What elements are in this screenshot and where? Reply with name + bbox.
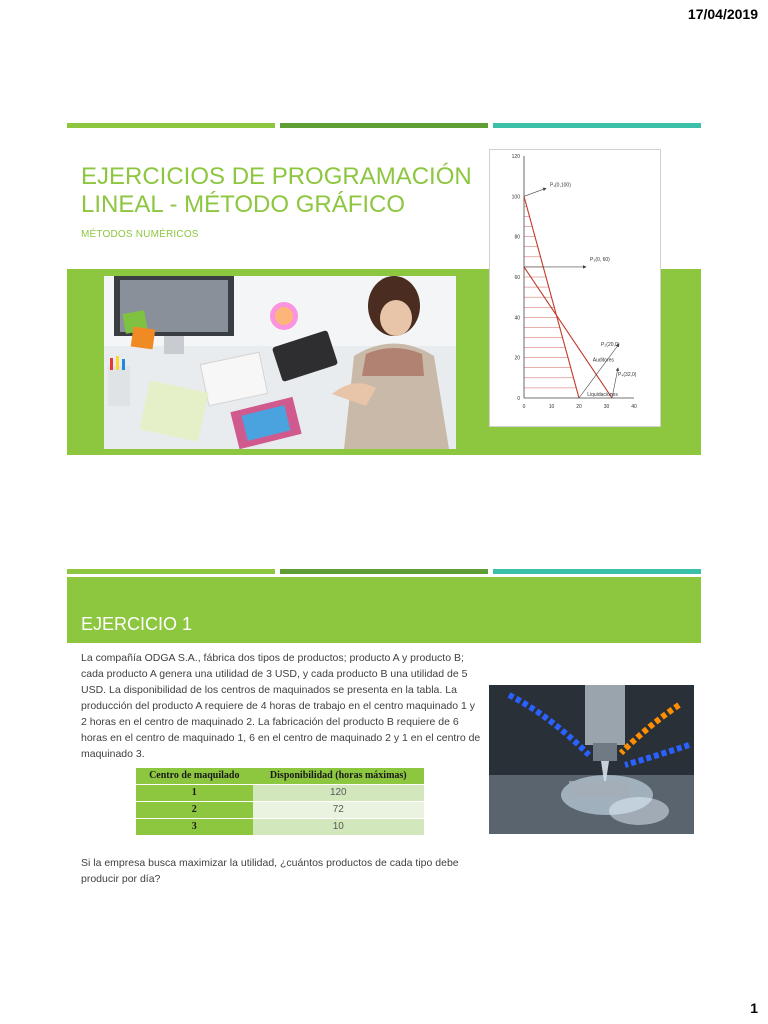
x-tick-label: 30 xyxy=(603,404,610,410)
table-cell: 120 xyxy=(253,785,424,802)
accent-bar xyxy=(280,123,488,128)
graphical-method-chart xyxy=(489,149,661,427)
table-cell: 10 xyxy=(253,819,424,836)
availability-table xyxy=(136,768,424,835)
y-tick-label: 100 xyxy=(511,194,520,201)
accent-bar xyxy=(67,569,275,574)
page-number: 1 xyxy=(750,1000,758,1016)
constraint-line xyxy=(524,267,612,398)
y-tick-label: 80 xyxy=(514,234,520,241)
x-tick-label: 10 xyxy=(548,404,555,410)
date-label: 17/04/2019 xyxy=(687,6,758,22)
table-header: Centro de maquilado xyxy=(136,768,253,785)
accent-bar xyxy=(493,569,701,574)
point-label: P₂(20,0) xyxy=(601,342,620,348)
exercise-title: EJERCICIO 1 xyxy=(81,614,193,634)
exercise-statement: La compañía ODGA S.A., fábrica dos tipos de productos; producto A y producto B; cada producto A genera una utilidad de 3 USD, y cada producto B una utilidad de 5 USD. La disponibilidad de los centros de maquinados se presenta en la tabla. La producción del producto A requiere de 4 horas de trabajo en el centro maquinado 1 y 2 horas en el centro de maquinado 2. La fabricación del producto B requiere de 6 horas en el centro de maquinado 1, 6 en el centro de maquinado 2 y 1 en el centro de maquinado 3. xyxy=(81,652,481,760)
chart-svg xyxy=(490,150,660,426)
x-tick-label: 0 xyxy=(522,404,526,410)
table-header: Disponibilidad (horas máximas) xyxy=(253,768,424,785)
y-tick-label: 40 xyxy=(514,315,520,322)
y-tick-label: 20 xyxy=(514,355,520,362)
slide-subtitle: MÉTODOS NUMÉRICOS xyxy=(81,229,199,240)
accent-bar xyxy=(67,123,275,128)
table-cell: 2 xyxy=(136,802,253,819)
exercise-question: Si la empresa busca maximizar la utilidad, ¿cuántos productos de cada tipo debe producir por día? xyxy=(81,857,459,885)
table-row xyxy=(136,785,424,802)
point-label: P₄(32,0) xyxy=(618,372,637,378)
accent-bar xyxy=(493,123,701,128)
cnc-machine-photo xyxy=(489,685,694,834)
point-label: P₁(0,100) xyxy=(550,182,571,189)
x-tick-label: 20 xyxy=(576,404,582,410)
table-cell: 1 xyxy=(136,785,253,802)
chart-annotation: Auditores xyxy=(592,357,614,364)
accent-bar xyxy=(280,569,488,574)
table-row xyxy=(136,819,424,836)
y-tick-label: 60 xyxy=(514,275,520,281)
x-tick-label: 40 xyxy=(631,404,637,410)
slide-title: EJERCICIOS DE PROGRAMACIÓN LINEAL - MÉTODO GRÁFICO xyxy=(81,163,472,218)
point-label: P₃(0, 60) xyxy=(590,256,610,263)
designer-photo xyxy=(104,276,456,449)
y-tick-label: 0 xyxy=(517,396,520,402)
table-row xyxy=(136,802,424,819)
table-cell: 3 xyxy=(136,819,253,836)
table-cell: 72 xyxy=(253,802,424,819)
point-arrow xyxy=(524,188,546,196)
chart-annotation: Liquidaciones xyxy=(587,391,618,398)
point-arrow xyxy=(579,344,619,398)
y-tick-label: 120 xyxy=(511,154,520,160)
